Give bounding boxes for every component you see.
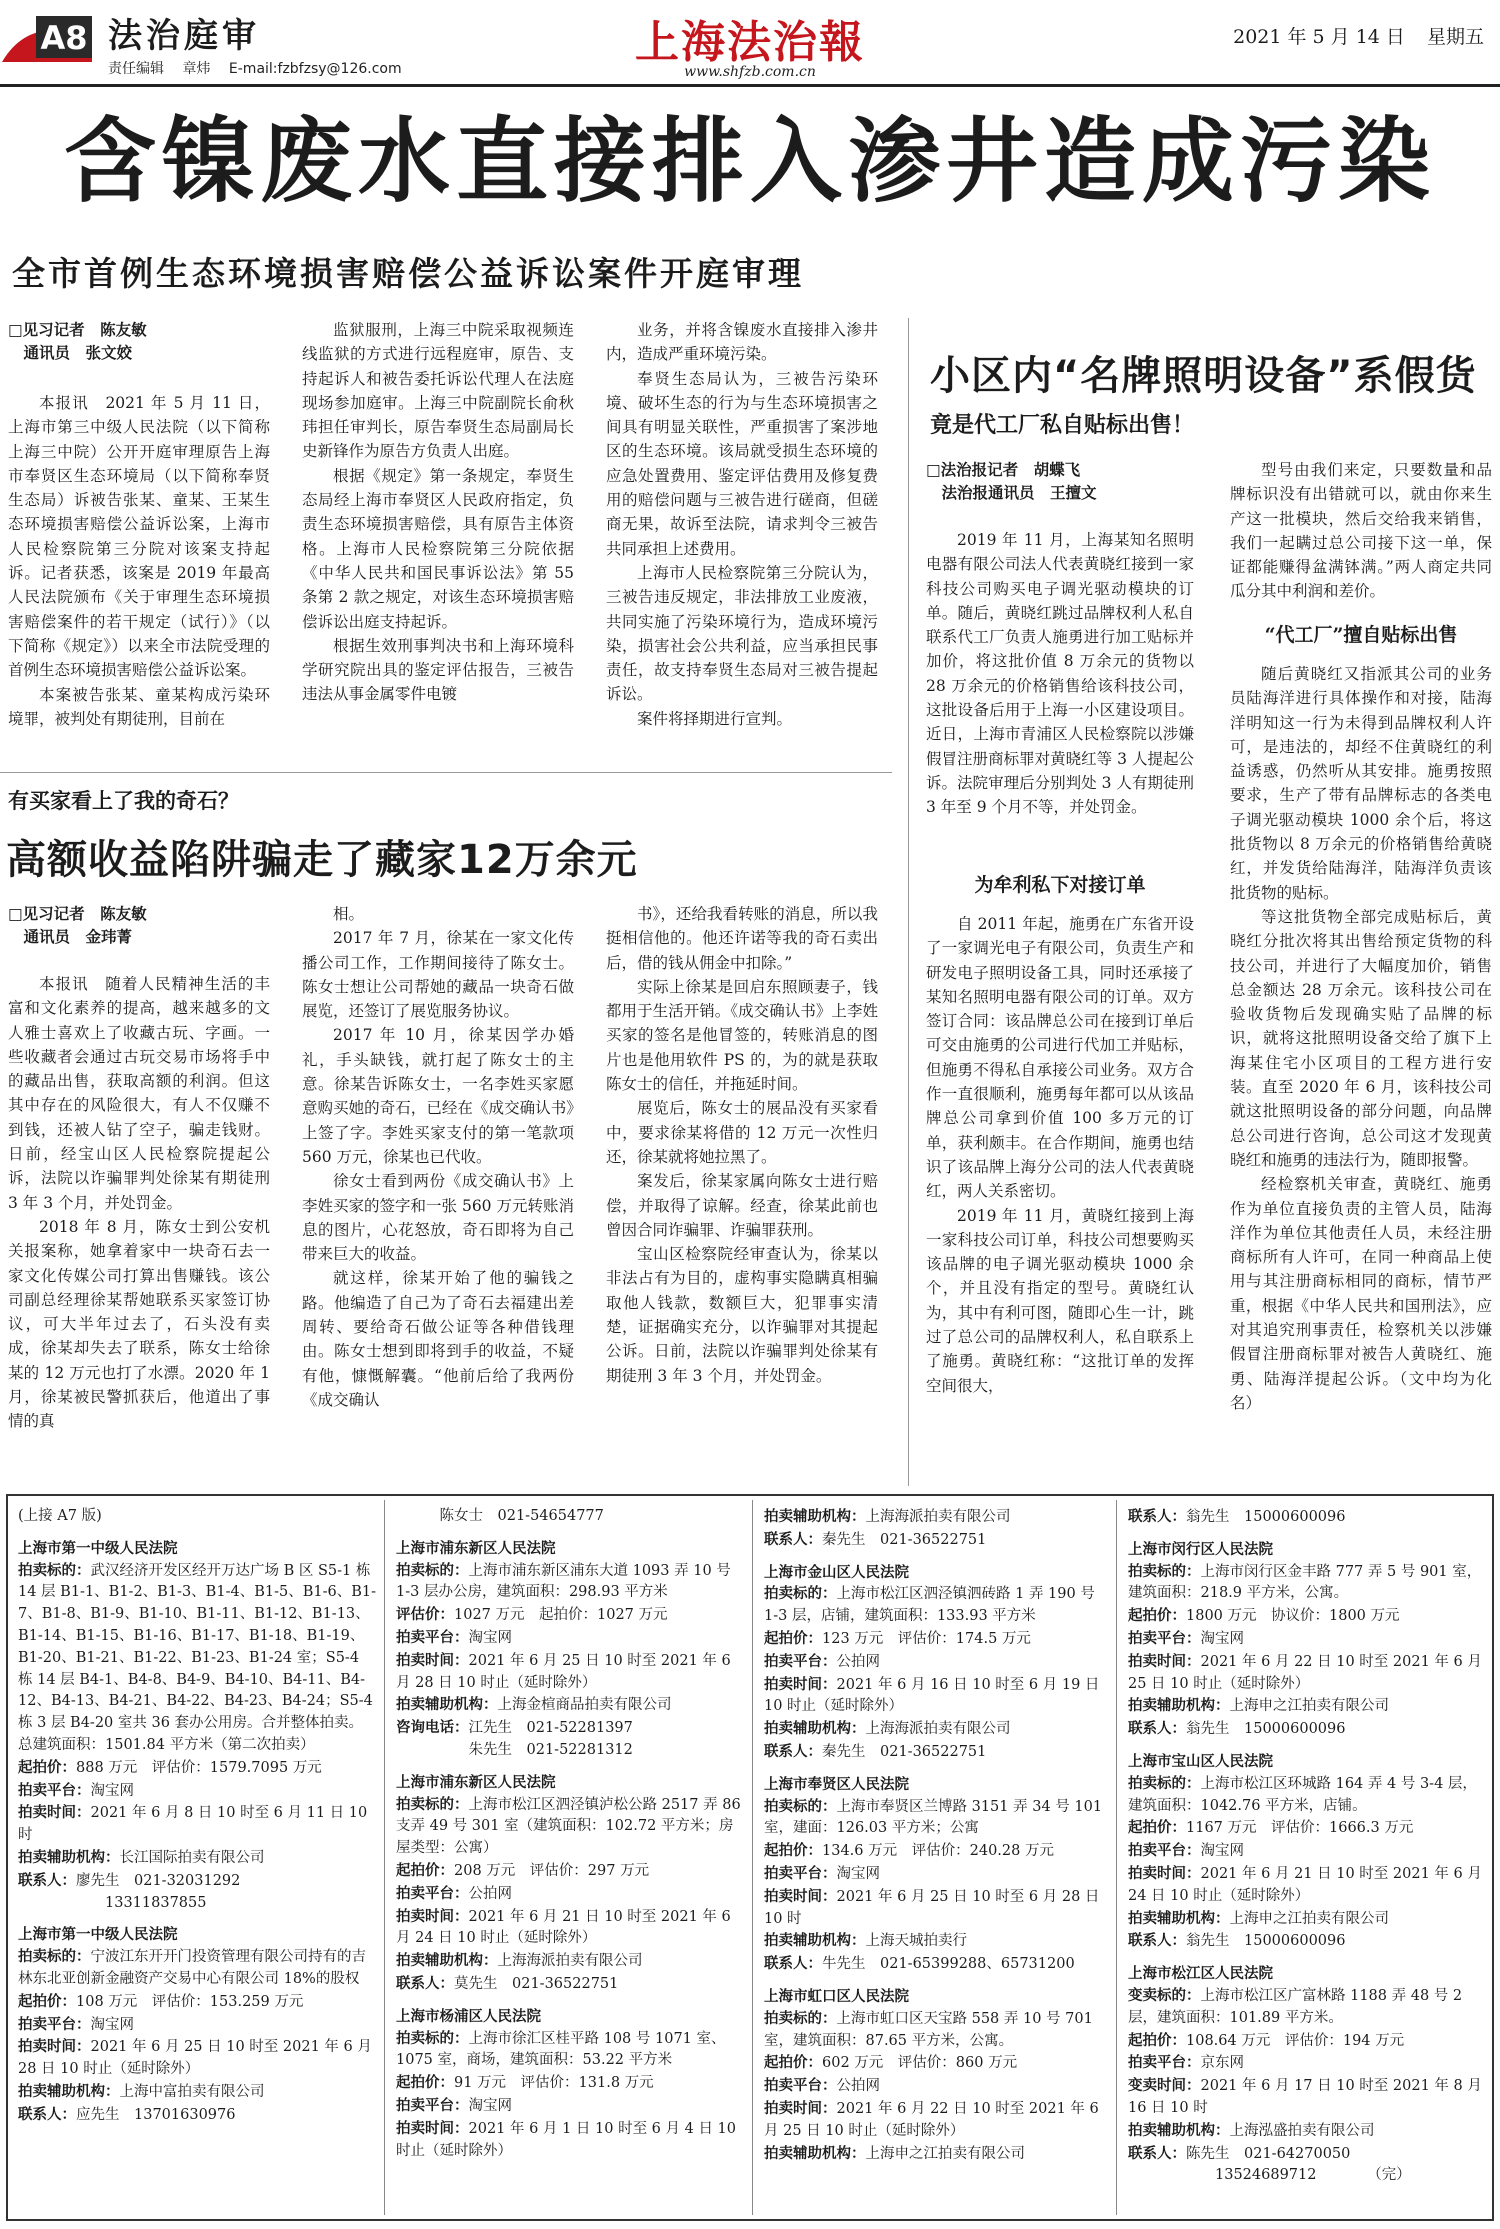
notice-line: 咨询电话：江先生 021-52281397	[396, 1719, 633, 1737]
story2-byline	[8, 902, 147, 948]
notice-line: 联系人：秦先生 021-36522751	[764, 1742, 987, 1760]
notice-line: 拍卖平台：淘宝网	[396, 2096, 512, 2114]
lead-headline: 含镍废水直接排入渗井造成污染	[63, 108, 1436, 215]
paragraph: 2019 年 11 月，黄晓红接到上海一家科技公司订单，科技公司想要购买该品牌的电子调光驱动模块 1000 余个，并且没有指定的型号。黄晓红认为，其中有利可图，随即心生一计，跳过了总公司的品牌权利人，私自联系上了施勇。黄晓红称：“这批订单的发挥空间很大，	[926, 1206, 1194, 1395]
paragraph: 本案被告张某、童某构成污染环境罪，被判处有期徒刑，目前在	[8, 685, 270, 728]
notice-line: 联系人：翁先生 15000600096	[1128, 1720, 1346, 1738]
notice-line: 拍卖标的：宁波江东开开门投资管理有限公司持有的吉林东北亚创新金融资产交易中心有限公司 18%的股权	[18, 1948, 366, 1987]
story2-title: 高额收益陷阱骗走了藏家12万余元	[6, 837, 638, 883]
notice-line: 拍卖平台：京东网	[1128, 2054, 1244, 2072]
notice-line: 拍卖标的：上海市徐汇区桂平路 108 号 1071 室、1075 室，商场，建筑面积：53.22 平方米	[396, 2029, 726, 2069]
notice-line: 起拍价：134.6 万元 评估价：240.28 万元	[764, 1842, 1054, 1860]
notice-line: 拍卖时间：2021 年 6 月 21 日 10 时至 2021 年 6 月 24 日 10 时止（延时除外）	[1128, 1864, 1482, 1904]
notice-line: 拍卖时间：2021 年 6 月 16 日 10 时至 6 月 19 日 10 时止（延时除外）	[764, 1675, 1100, 1715]
story2-kicker: 有买家看上了我的奇石？	[8, 788, 239, 813]
notice-line: 拍卖平台：淘宝网	[1128, 1629, 1244, 1647]
paragraph: 案件将择期进行宣判。	[637, 709, 793, 728]
notice-line: 起拍价：91 万元 评估价：131.8 万元	[396, 2074, 654, 2092]
notice-line: 联系人：莫先生 021-36522751	[396, 1974, 619, 1992]
notice-line: 拍卖平台：淘宝网	[18, 2015, 134, 2033]
paragraph: 业务，并将含镍废水直接排入渗井内，造成严重环境污染。	[606, 321, 878, 364]
notice-line: 变卖标的：上海市松江区广富林路 1188 弄 48 号 2 层，建筑面积：101.89 平方米。	[1128, 1986, 1463, 2026]
notice-line: 拍卖辅助机构：长江国际拍卖有限公司	[18, 1848, 265, 1866]
notice-column-1	[18, 1506, 376, 2214]
notice-line: 拍卖标的：武汉经济开发区经开万达广场 B 区 S5-1 栋 14 层 B1-1、B1-2、B1-3、B1-4、B1-5、B1-6、B1-7、B1-8、B1-9、B1-10、B1-11、B1-12、B1-13、B1-14、B1-15、B1-16、B1-17、B1-18、B1-19、B1-20、B1-21、B1-22、B1-23、B1-24 室；S5-4 栋 14 层 B4-1、B4-8、B4-9、B4-10、B4-11、B4-12、B4-13、B4-21、B4-22、B4-23、B4-24；S5-4 栋 3 层 B4-20 室共 36 套办公用房。合并整体拍卖。总建筑面积：1501.84 平方米（第二次拍卖）	[18, 1561, 376, 1753]
notice-line: 拍卖平台：公拍网	[764, 2077, 880, 2095]
story3-title: 小区内“名牌照明设备”系假货	[930, 353, 1477, 399]
page-number-badge	[0, 8, 100, 64]
notice-column-3	[764, 1506, 1108, 2214]
story3-column-2a	[1230, 458, 1492, 622]
notice-line: 拍卖时间：2021 年 6 月 25 日 10 时至 2021 年 6 月 28 日 10 时止（延时除外）	[18, 2038, 372, 2078]
notice-line: 拍卖辅助机构：上海申之江拍卖有限公司	[1128, 1697, 1389, 1715]
court-name: 上海市浦东新区人民法院	[396, 1539, 556, 1557]
notice-line: 起拍价：1800 万元 协议价：1800 万元	[1128, 1607, 1400, 1625]
notice-line: 拍卖辅助机构：上海海派拍卖有限公司	[396, 1952, 643, 1970]
notice-line: 拍卖时间：2021 年 6 月 25 日 10 时至 2021 年 6 月 28 日 10 时止（延时除外）	[396, 1651, 731, 1691]
editor-label: 责任编辑	[108, 61, 164, 77]
paragraph: 相。	[333, 905, 365, 923]
court-name: 上海市杨浦区人民法院	[396, 2007, 541, 2025]
notice-line: 拍卖辅助机构：上海中富拍卖有限公司	[18, 2082, 265, 2100]
notice-line: 拍卖平台：淘宝网	[764, 1864, 880, 1882]
notice-line: 拍卖辅助机构：上海海派拍卖有限公司	[764, 1508, 1011, 1525]
notice-line: 联系人：廖先生 021-32031292	[18, 1871, 241, 1889]
paragraph: 2017 年 7 月，徐某在一家文化传播公司工作，工作期间接待了陈女士。陈女士想让公司帮她的藏品一块奇石做展览，还签订了展览服务协议。	[302, 929, 574, 1021]
lead-column-3	[606, 318, 878, 751]
notice-line: 拍卖标的：上海市松江区泗泾镇泗砖路 1 弄 190 号 1-3 层，店铺，建筑面积：133.93 平方米	[764, 1585, 1095, 1625]
paragraph: 型号由我们来定，只要数量和品牌标识没有出错就可以，就由你来生产这一批模块，然后交给我来销售，我们一起瞒过总公司接下这一单，保证都能赚得盆满钵满。”两人商定共同瓜分其中利润和差价。	[1230, 461, 1492, 601]
notice-line: 拍卖标的：上海市虹口区天宝路 558 弄 10 号 701 室，建筑面积：87.65 平方米，公寓。	[764, 2009, 1093, 2049]
notice-line: 拍卖辅助机构：上海申之江拍卖有限公司	[764, 2144, 1025, 2162]
date-text: 2021 年 5 月 14 日	[1233, 26, 1405, 48]
court-name: 上海市第一中级人民法院	[18, 1926, 178, 1944]
story2-column-1	[8, 972, 270, 1484]
notice-line: 拍卖标的：上海市奉贤区兰博路 3151 弄 34 号 101 室，建面：126.03 平方米；公寓	[764, 1797, 1103, 1837]
byline-correspondent: 通讯员 张文姣	[8, 343, 133, 362]
notice-line: 拍卖标的：上海市闵行区金丰路 777 弄 5 号 901 室，建筑面积：218.9 平方米，公寓。	[1128, 1562, 1482, 1602]
editor-email: E-mail:fzbfzsy@126.com	[228, 61, 402, 77]
paragraph: 奉贤生态局认为，三被告污染环境、破坏生态的行为与生态环境损害之间具有明显关联性，严重损害了案涉地区的生态环境。该局就受损生态环境的应急处置费用、鉴定评估费用及修复费用的赔偿问题与三被告进行磋商，但磋商无果，故诉至法院，请求判令三被告共同承担上述费用。	[606, 369, 878, 558]
paragraph: 等这批货物全部完成贴标后，黄晓红分批次将其出售给预定货物的科技公司，并进行了大幅度加价，销售总金额达 28 万余元。该科技公司在验收货物后发现确实贴了品牌的标识，就将这批照明设备交给了旗下上海某住宅小区项目的工程方进行安装。直至 2020 年 6 月，该科技公司就这批照明设备的部分问题，向品牌总公司进行咨询，总公司这才发现黄晓红和施勇的违法行为，随即报警。	[1230, 907, 1492, 1169]
notice-line: 拍卖时间：2021 年 6 月 22 日 10 时至 2021 年 6 月 25 日 10 时止（延时除外）	[1128, 1652, 1482, 1692]
notice-line: 朱先生 021-52281312	[396, 1741, 633, 1758]
byline-correspondent: 通讯员 金玮菁	[8, 927, 133, 946]
notice-line: 联系人：翁先生 15000600096	[1128, 1508, 1346, 1525]
paragraph: 上海市人民检察院第三分院认为，三被告违反规定，非法排放工业废液，共同实施了污染环境行为，造成环境污染，损害社会公共利益，应当承担民事责任，故支持奉贤生态局对三被告提起诉讼。	[606, 563, 878, 704]
story-divider	[0, 772, 892, 773]
notice-line: 拍卖标的：上海市松江区泗泾镇泸松公路 2517 弄 86 支弄 49 号 301 室（建筑面积：102.72 平方米；房屋类型：公寓）	[396, 1795, 741, 1857]
weekday-text: 星期五	[1426, 26, 1484, 48]
court-name: 上海市闵行区人民法院	[1128, 1540, 1273, 1558]
lead-column-2	[302, 318, 574, 751]
story3-column-1b	[926, 912, 1194, 1484]
notice-line: 拍卖平台：淘宝网	[18, 1781, 134, 1799]
notice-line: 评估价：1027 万元 起拍价：1027 万元	[396, 1606, 668, 1624]
editor-name: 章炜	[182, 61, 211, 77]
lead-column-1	[8, 391, 270, 751]
notice-line: 拍卖时间：2021 年 6 月 8 日 10 时至 6 月 11 日 10 时	[18, 1804, 368, 1844]
notice-line: 拍卖时间：2021 年 6 月 21 日 10 时至 2021 年 6 月 24 日 10 时止（延时除外）	[396, 1907, 731, 1947]
paragraph: 实际上徐某是回启东照顾妻子，钱都用于生活开销。《成交确认书》上李姓买家的签名是他冒签的，转账消息的图片也是他用软件 PS 的，为的就是获取陈女士的信任，并拖延时间。	[606, 977, 878, 1094]
notice-line: 变卖时间：2021 年 6 月 17 日 10 时至 2021 年 8 月 16 日 10 时	[1128, 2077, 1482, 2116]
court-name: 上海市松江区人民法院	[1128, 1965, 1273, 1983]
notice-line: 联系人：应先生 13701630976	[18, 2105, 236, 2123]
byline-correspondent: 法治报通讯员 王擅文	[926, 483, 1097, 502]
notice-line: (上接 A7 版)	[18, 1508, 102, 1524]
byline-reporter: □见习记者 陈友敏	[8, 320, 147, 339]
notice-line: 13311837855	[18, 1894, 207, 1911]
notice-line: 陈女士 021-54654777	[396, 1508, 604, 1524]
court-name: 上海市第一中级人民法院	[18, 1539, 178, 1557]
paragraph: 书》，还给我看转账的消息，所以我挺相信他的。他还许诺等我的奇石卖出后，借的钱从佣金中扣除。”	[606, 905, 878, 972]
notice-line: 起拍价：888 万元 评估价：1579.7095 万元	[18, 1758, 322, 1776]
notice-column-4	[1128, 1506, 1484, 2214]
lead-byline	[8, 318, 147, 364]
paragraph: 展览后，陈女士的展品没有买家看中，要求徐某将借的 12 万元一次性归还，徐某就将她拉黑了。	[606, 1099, 878, 1166]
notice-line: 起拍价：108 万元 评估价：153.259 万元	[18, 1992, 304, 2010]
notice-line: 拍卖时间：2021 年 6 月 1 日 10 时至 6 月 4 日 10 时止（延时除外）	[396, 2119, 737, 2159]
notice-line: 拍卖辅助机构：上海海派拍卖有限公司	[764, 1720, 1011, 1738]
newspaper-logo: 上海法治報	[635, 17, 865, 68]
notice-line: 拍卖辅助机构：上海泓盛拍卖有限公司	[1128, 2121, 1375, 2139]
notice-line: 拍卖平台：淘宝网	[1128, 1842, 1244, 1860]
paragraph: 宝山区检察院经审查认为，徐某以非法占有为目的，虚构事实隐瞒真相骗取他人钱款，数额巨大，犯罪事实清楚，证据确实充分，以诈骗罪对其提起公诉。日前，法院以诈骗罪判处徐某有期徒刑 3 年 3 个月，并处罚金。	[606, 1245, 878, 1385]
story2-column-2	[302, 902, 574, 1484]
story3-column-2b	[1230, 662, 1492, 1484]
court-name: 上海市宝山区人民法院	[1128, 1752, 1273, 1770]
notice-line: 起拍价：123 万元 评估价：174.5 万元	[764, 1629, 1031, 1647]
paragraph: 监狱服刑，上海三中院采取视频连线监狱的方式进行远程庭审，原告、支持起诉人和被告委托诉讼代理人在法庭现场参加庭审。上海三中院副院长俞秋玮担任审判长，原告奉贤生态局副局长史新锋作为原告方负责人出庭。	[302, 321, 574, 461]
newspaper-url: www.shfzb.com.cn	[684, 64, 816, 80]
notice-line: 联系人：翁先生 15000600096	[1128, 1932, 1346, 1950]
notice-line: 起拍价：108.64 万元 评估价：194 万元	[1128, 2031, 1405, 2049]
court-name: 上海市虹口区人民法院	[764, 1987, 909, 2005]
paragraph: 根据生效刑事判决书和上海环境科学研究院出具的鉴定评估报告，三被告违法从事金属零件电镀	[302, 636, 574, 704]
column-divider	[908, 318, 909, 1486]
notice-line: 拍卖标的：上海市浦东新区浦东大道 1093 弄 10 号 1-3 层办公房，建筑面积：298.93 平方米	[396, 1561, 731, 1601]
notice-line: 拍卖辅助机构：上海天城拍卖行	[764, 1932, 967, 1950]
story3-byline	[926, 458, 1097, 504]
story3-column-1a	[926, 528, 1194, 858]
paragraph: 本报讯 随着人民精神生活的丰富和文化素养的提高，越来越多的文人雅士喜欢上了收藏古玩、字画。一些收藏者会通过古玩交易市场将手中的藏品出售，获取高额的利润。但这其中存在的风险很大，有人不仅赚不到钱，还被人钻了空子，骗走钱财。日前，经宝山区人民检察院提起公诉，法院以诈骗罪判处徐某有期徒刑 3 年 3 个月，并处罚金。	[8, 975, 270, 1212]
notice-line: 拍卖时间：2021 年 6 月 22 日 10 时至 2021 年 6 月 25 日 10 时止（延时除外）	[764, 2099, 1099, 2139]
notice-line: 拍卖平台：公拍网	[764, 1652, 880, 1670]
story3-subhead-1: 为牟利私下对接订单	[974, 874, 1146, 896]
notice-line: 13524689712 （完）	[1128, 2167, 1411, 2184]
notice-divider	[1116, 1500, 1117, 2215]
editor-info	[108, 58, 416, 78]
story2-column-3	[606, 902, 878, 1484]
notice-line: 联系人：牛先生 021-65399288、65731200	[764, 1955, 1075, 1973]
notice-line: 起拍价：602 万元 评估价：860 万元	[764, 2054, 1018, 2072]
svg-text:A8: A8	[40, 19, 88, 57]
masthead-rule	[0, 84, 1500, 87]
paragraph: 经检察机关审查，黄晓红、施勇作为单位直接负责的主管人员，陆海洋作为单位其他责任人员，未经注册商标所有人许可，在同一种商品上使用与其注册商标相同的商标，情节严重，根据《中华人民共和国刑法》，应对其追究刑事责任，检察机关以涉嫌假冒注册商标罪对被告人黄晓红、施勇、陆海洋提起公诉。（文中均为化名）	[1230, 1175, 1492, 1412]
notice-line: 起拍价：208 万元 评估价：297 万元	[396, 1861, 650, 1879]
paragraph: 本报讯 2021 年 5 月 11 日，上海市第三中级人民法院（以下简称上海三中院）公开开庭审理原告上海市奉贤区生态环境局（以下简称奉贤生态局）诉被告张某、童某、王某生态环境损害赔偿公益诉讼案，上海市人民检察院第三分院对该案支持起诉。记者获悉，该案是 2019 年最高人民法院颁布《关于审理生态环境损害赔偿案件的若干规定（试行）》（以下简称《规定》）以来全市法院受理的首例生态环境损害赔偿公益诉讼案。	[8, 394, 270, 680]
byline-reporter: □见习记者 陈友敏	[8, 904, 147, 923]
paragraph: 就这样，徐某开始了他的骗钱之路。他编造了自己为了奇石去福建出差周转、要给奇石做公证等各种借钱理由。陈女士想到即将到手的收益，不疑有他，慷慨解囊。“他前后给了我两份《成交确认	[302, 1269, 574, 1409]
notice-line: 联系人：秦先生 021-36522751	[764, 1530, 987, 1548]
court-name: 上海市浦东新区人民法院	[396, 1773, 556, 1791]
notice-line: 拍卖时间：2021 年 6 月 25 日 10 时至 6 月 28 日 10 时	[764, 1887, 1100, 1927]
notice-divider	[384, 1500, 385, 2215]
notice-line: 起拍价：1167 万元 评估价：1666.3 万元	[1128, 1819, 1414, 1837]
paragraph: 案发后，徐某家属向陈女士进行赔偿，并取得了谅解。经查，徐某此前也曾因合同诈骗罪、诈骗罪获刑。	[606, 1172, 878, 1239]
paragraph: 随后黄晓红又指派其公司的业务员陆海洋进行具体操作和对接，陆海洋明知这一行为未得到品牌权利人许可，是违法的，却经不住黄晓红的利益诱惑，仍然听从其安排。施勇按照要求，生产了带有品牌标志的各类电子调光驱动模块 1000 余个后，将这批货物以 8 万余元的价格销售给黄晓红，并发货给陆海洋，陆海洋负责该批货物的贴标。	[1230, 665, 1492, 902]
paragraph: 2017 年 10 月，徐某因学办婚礼，手头缺钱，就打起了陈女士的主意。徐某告诉陈女士，一名李姓买家愿意购买她的奇石，已经在《成交确认书》上签了字。李姓买家支付的第一笔款项 560 万元，徐某也已代收。	[302, 1026, 574, 1166]
notice-line: 拍卖平台：淘宝网	[396, 1628, 512, 1646]
paragraph: 2018 年 8 月，陈女士到公安机关报案称，她拿着家中一块奇石去一家文化传媒公司打算出售赚钱。该公司副总经理徐某帮她联系买家签订协议，可大半年过去了，石头没有卖成，徐某却失去了联系，陈女士给徐某的 12 万元也打了水漂。2020 年 1 月，徐某被民警抓获后，他道出了事情的真	[8, 1217, 270, 1431]
byline-reporter: □法治报记者 胡蝶飞	[926, 460, 1081, 479]
notice-column-2	[396, 1506, 744, 2214]
court-name: 上海市金山区人民法院	[764, 1563, 909, 1581]
notice-line: 拍卖平台：公拍网	[396, 1884, 512, 1902]
story3-subtitle: 竟是代工厂私自贴标出售！	[930, 412, 1195, 438]
notice-divider	[752, 1500, 753, 2215]
section-title: 法治庭审	[108, 16, 260, 56]
notice-line: 拍卖标的：上海市松江区环城路 164 弄 4 号 3-4 层，建筑面积：1042.76 平方米，店铺。	[1128, 1774, 1477, 1814]
paragraph: 自 2011 年起，施勇在广东省开设了一家调光电子有限公司，负责生产和研发电子照明设备工具，同时还承接了某知名照明电器有限公司的订单。双方签订合同：该品牌总公司在接到订单后可交由施勇的公司进行代加工并贴标，但施勇不得私自承接公司业务。双方合作一直很顺利，施勇每年都可以从该品牌总公司拿到价值 100 多万元的订单，获利颇丰。在合作期间，施勇也结识了该品牌上海分公司的法人代表黄晓红，两人关系密切。	[926, 915, 1194, 1201]
paragraph: 根据《规定》第一条规定，奉贤生态局经上海市奉贤区人民政府指定，负责生态环境损害赔偿，具有原告主体资格。上海市人民检察院第三分院依据《中华人民共和国民事诉讼法》第 55 条第 2 款之规定，对该生态环境损害赔偿诉讼出庭支持起诉。	[302, 466, 574, 631]
court-name: 上海市奉贤区人民法院	[764, 1775, 909, 1793]
story3-subhead-2: “代工厂”擅自贴标出售	[1264, 624, 1458, 646]
paragraph: 徐女士看到两份《成交确认书》上李姓买家的签字和一张 560 万元转账消息的图片，心花怒放，奇石即将为自己带来巨大的收益。	[302, 1172, 574, 1264]
paragraph: 2019 年 11 月，上海某知名照明电器有限公司法人代表黄晓红接到一家科技公司购买电子调光驱动模块的订单。随后，黄晓红跳过品牌权利人私自联系代工厂负责人施勇进行加工贴标并加价，将这批价值 8 万余元的货物以 28 万余元的价格销售给该科技公司，这批设备后用于上海一小区建设项目。近日，上海市青浦区人民检察院以涉嫌假冒注册商标罪对黄晓红等 3 人提起公诉。法院审理后分别判处 3 人有期徒刑 3 年至 9 个月不等，并处罚金。	[926, 531, 1194, 817]
issue-date	[1217, 22, 1484, 49]
lead-subhead: 全市首例生态环境损害赔偿公益诉讼案件开庭审理	[12, 254, 804, 293]
notice-line: 联系人：陈先生 021-64270050	[1128, 2144, 1351, 2162]
notice-line: 拍卖辅助机构：上海金楦商品拍卖有限公司	[396, 1696, 672, 1714]
notice-line: 拍卖辅助机构：上海申之江拍卖有限公司	[1128, 1909, 1389, 1927]
